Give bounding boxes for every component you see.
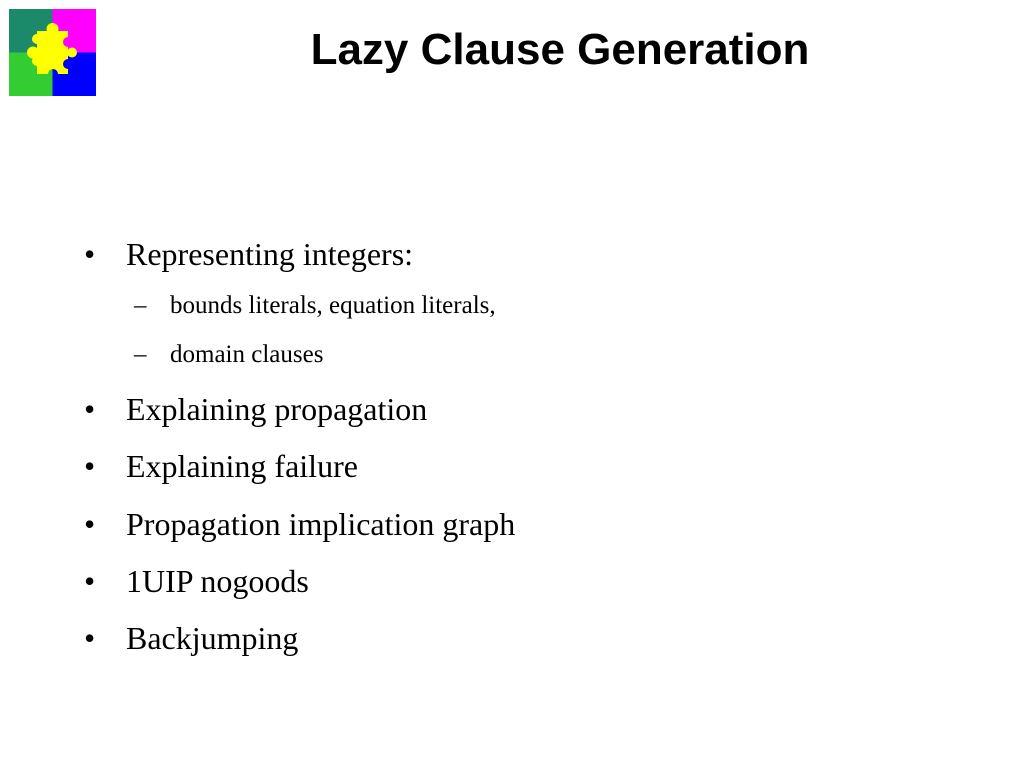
list-item	[84, 446, 358, 486]
list-item-text: Explaining propagation	[126, 391, 428, 427]
sub-list-item	[134, 339, 323, 371]
list-item-text: Explaining failure	[126, 448, 358, 484]
list-item	[84, 561, 309, 601]
list-item	[84, 234, 413, 274]
bullet-icon: •	[84, 448, 96, 484]
list-item-text: Propagation implication graph	[126, 506, 516, 542]
list-item-text: Backjumping	[126, 620, 299, 656]
bullet-icon: •	[84, 236, 96, 272]
list-item-text: 1UIP nogoods	[126, 563, 309, 599]
list-item-text: Representing integers:	[126, 236, 414, 272]
dash-icon: –	[134, 292, 147, 319]
sub-list-item-text: bounds literals, equation literals,	[170, 292, 496, 319]
sub-list-item	[134, 290, 496, 322]
dash-icon: –	[134, 341, 147, 368]
bullet-icon: •	[84, 620, 96, 656]
bullet-icon: •	[84, 391, 96, 427]
sub-list-item-text: domain clauses	[170, 341, 324, 368]
slide-title: Lazy Clause Generation	[310, 25, 810, 74]
list-item	[84, 618, 298, 658]
bullet-icon: •	[84, 563, 96, 599]
list-item	[84, 504, 515, 544]
bullet-icon: •	[84, 506, 96, 542]
list-item	[84, 389, 427, 429]
